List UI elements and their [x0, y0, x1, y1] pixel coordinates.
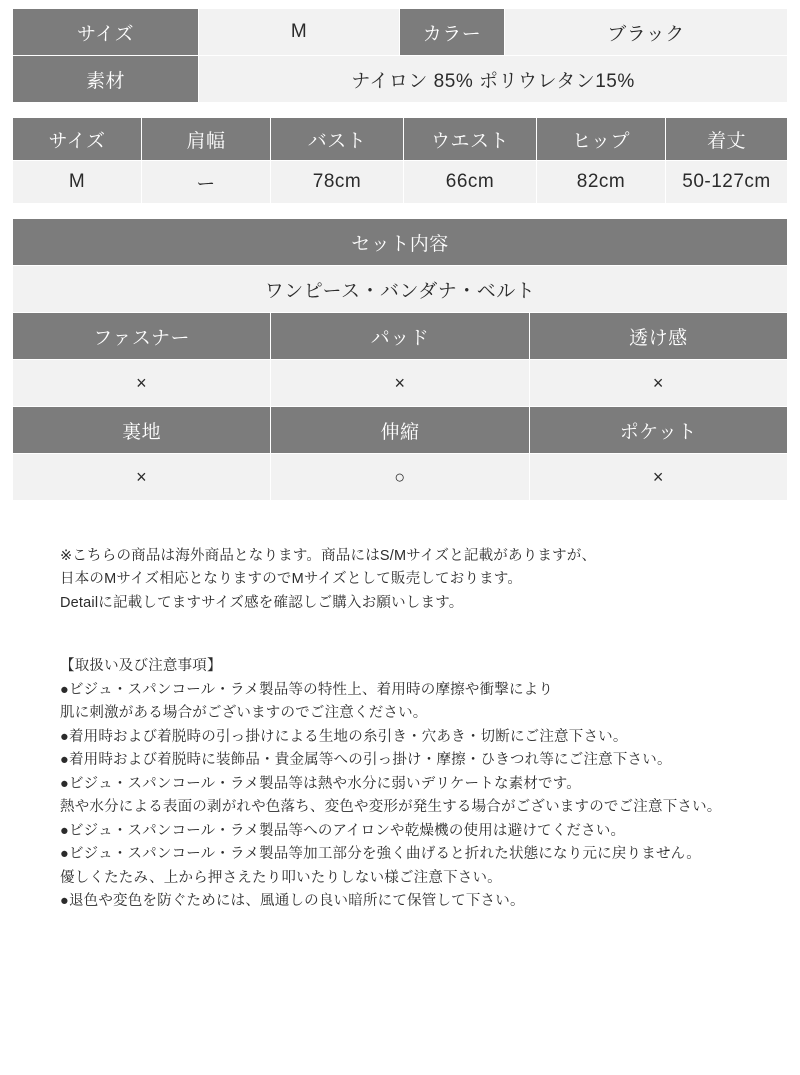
feature-value-zipper: ×	[13, 360, 271, 407]
overseas-note-line-3: Detailに記載してますサイズ感を確認しご購入お願いします。	[60, 594, 464, 611]
overseas-note-line-1: ※こちらの商品は海外商品となります。商品にはS/Mサイズと記載がありますが、	[60, 548, 597, 564]
size-value-length: 50-127cm	[666, 161, 788, 204]
handling-note-line-7: ●ビジュ・スパンコール・ラメ製品等へのアイロンや乾燥機の使用は避けてください。	[60, 822, 626, 839]
handling-note-line-1: ●ビジュ・スパンコール・ラメ製品等の特性上、着用時の摩擦や衝撃により	[60, 681, 554, 698]
table-row-header	[13, 118, 788, 161]
spec-size-header: サイズ	[13, 9, 199, 56]
table-row	[13, 266, 788, 313]
size-header-length: 着丈	[666, 118, 788, 161]
handling-note-line-5: ●ビジュ・スパンコール・ラメ製品等は熱や水分に弱いデリケートな素材です。	[60, 775, 581, 792]
size-value-bust: 78cm	[271, 161, 404, 204]
spec-color-value: ブラック	[505, 9, 788, 56]
feature-value-sheer: ×	[529, 360, 787, 407]
table-row-header	[13, 407, 788, 454]
handling-note-line-6: 熱や水分による表面の剥がれや色落ち、変色や変形が発生する場合がございますのでご注意下さい。	[60, 799, 722, 816]
product-spec-page	[0, 8, 800, 1075]
spec-color-header: カラー	[400, 9, 505, 56]
feature-value-pocket: ×	[529, 454, 787, 501]
table-row	[13, 360, 788, 407]
table-row	[13, 9, 788, 56]
handling-note-line-3: ●着用時および着脱時の引っ掛けによる生地の糸引き・穴あき・切断にご注意下さい。	[60, 728, 628, 745]
feature-header-pad: パッド	[271, 313, 529, 360]
feature-header-sheer: 透け感	[529, 313, 787, 360]
feature-header-zipper: ファスナー	[13, 313, 271, 360]
handling-note-line-9: 優しくたたみ、上から押さえたり叩いたりしない様ご注意下さい。	[60, 869, 502, 886]
feature-header-lining: 裏地	[13, 407, 271, 454]
feature-value-pad: ×	[271, 360, 529, 407]
handling-note-line-4: ●着用時および着脱時に装飾品・貴金属等への引っ掛け・摩擦・ひきつれ等にご注意下さい。	[60, 752, 672, 769]
handling-note-line-8: ●ビジュ・スパンコール・ラメ製品等加工部分を強く曲げると折れた状態になり元に戻りません。	[60, 846, 701, 863]
size-header-hip: ヒップ	[537, 118, 666, 161]
spec-size-value: M	[199, 9, 400, 56]
feature-header-stretch: 伸縮	[271, 407, 529, 454]
table-row	[13, 454, 788, 501]
handling-note-line-10: ●退色や変色を防ぐためには、風通しの良い暗所にて保管して下さい。	[60, 893, 525, 910]
size-table	[12, 117, 788, 204]
feature-header-pocket: ポケット	[529, 407, 787, 454]
size-value-shoulder: ー	[142, 161, 271, 204]
feature-value-lining: ×	[13, 454, 271, 501]
set-content-table	[12, 218, 788, 501]
set-content-header: セット内容	[13, 219, 788, 266]
overseas-note-line-2: 日本のMサイズ相応となりますのでMサイズとして販売しております。	[60, 571, 523, 588]
size-value-size: M	[13, 161, 142, 204]
feature-value-stretch: ○	[271, 454, 529, 501]
size-header-waist: ウエスト	[404, 118, 537, 161]
size-header-bust: バスト	[271, 118, 404, 161]
table-row-header	[13, 219, 788, 266]
table-row-header	[13, 313, 788, 360]
size-value-waist: 66cm	[404, 161, 537, 204]
size-header-shoulder: 肩幅	[142, 118, 271, 161]
size-value-hip: 82cm	[537, 161, 666, 204]
handling-note-title: 【取扱い及び注意事項】	[60, 658, 222, 675]
table-row	[13, 161, 788, 204]
handling-note-line-2: 肌に刺激がある場合がございますのでご注意ください。	[60, 705, 428, 722]
overseas-note-block	[60, 545, 788, 615]
handling-note-block	[60, 655, 788, 913]
spec-table	[12, 8, 788, 103]
set-content-value: ワンピース・バンダナ・ベルト	[13, 266, 788, 313]
spec-material-value: ナイロン 85% ポリウレタン15%	[199, 56, 788, 103]
size-header-size: サイズ	[13, 118, 142, 161]
table-row	[13, 56, 788, 103]
spec-material-header: 素材	[13, 56, 199, 103]
notes-section	[12, 545, 788, 914]
